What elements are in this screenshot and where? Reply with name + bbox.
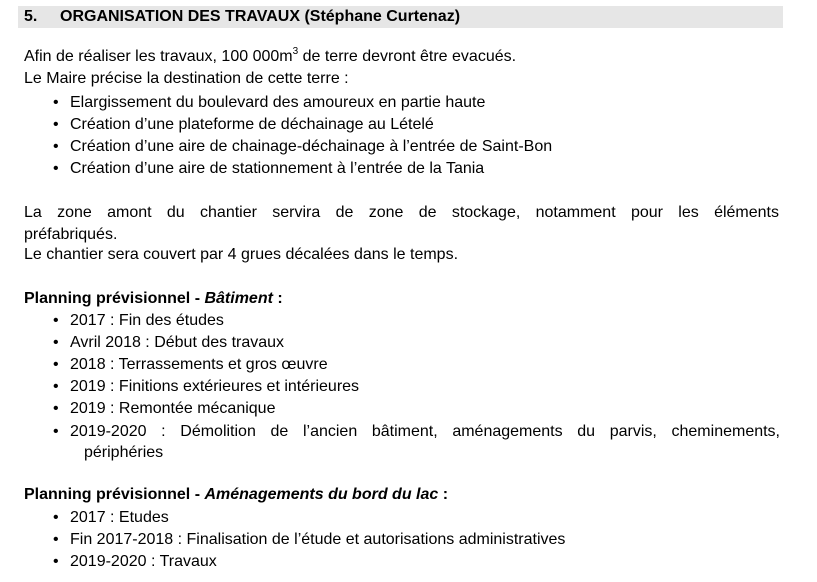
- list-item: Création d’une plateforme de déchainage au Lételé: [70, 116, 434, 133]
- bullet-icon: •: [53, 423, 59, 440]
- bullet-icon: •: [53, 553, 59, 570]
- list-item-continuation: périphéries: [84, 444, 164, 461]
- section-heading: [18, 6, 783, 28]
- list-item: 2019-2020 : Travaux: [70, 553, 217, 570]
- list-item: Création d’une aire de stationnement à l’entrée de la Tania: [70, 160, 485, 177]
- bullet-icon: •: [53, 509, 59, 526]
- zone-line-2: préfabriqués.: [24, 226, 118, 243]
- bullet-icon: •: [53, 94, 59, 111]
- list-item: 2019 : Finitions extérieures et intérieures: [70, 378, 360, 395]
- list-item: 2018 : Terrassements et gros œuvre: [70, 356, 328, 373]
- bullet-icon: •: [53, 160, 59, 177]
- bullet-icon: •: [53, 356, 59, 373]
- intro-line-2: Le Maire précise la destination de cette terre :: [24, 70, 349, 87]
- planning-batiment-heading: Planning prévisionnel - Bâtiment :: [24, 290, 283, 307]
- bullet-icon: •: [53, 531, 59, 548]
- planning-lac-heading: Planning prévisionnel - Aménagements du bord du lac :: [24, 486, 449, 503]
- list-item: 2019 : Remontée mécanique: [70, 400, 276, 417]
- list-item: 2019-2020 : Démolition de l’ancien bâtiment, aménagements du parvis, cheminements,: [70, 423, 780, 440]
- list-item: Avril 2018 : Début des travaux: [70, 334, 285, 351]
- intro-line-1: Afin de réaliser les travaux, 100 $000m^3$ de terre devront être evacués.: [24, 46, 517, 65]
- bullet-icon: •: [53, 116, 59, 133]
- bullet-icon: •: [53, 378, 59, 395]
- bullet-icon: •: [53, 312, 59, 329]
- list-item: 2017 : Etudes: [70, 509, 169, 526]
- section-title: ORGANISATION DES TRAVAUX (Stéphane Curtenaz): [60, 8, 461, 25]
- zone-line-3: Le chantier sera couvert par 4 grues décalées dans le temps.: [24, 246, 459, 263]
- list-item: 2017 : Fin des études: [70, 312, 224, 329]
- section-number: 5.: [24, 8, 38, 25]
- bullet-icon: •: [53, 334, 59, 351]
- list-item: Création d’une aire de chainage-déchainage à l’entrée de Saint-Bon: [70, 138, 553, 155]
- list-item: Elargissement du boulevard des amoureux en partie haute: [70, 94, 486, 111]
- list-item: Fin 2017-2018 : Finalisation de l’étude et autorisations administratives: [70, 531, 566, 548]
- bullet-icon: •: [53, 138, 59, 155]
- zone-line-1: La zone amont du chantier servira de zone de stockage, notamment pour les éléments: [24, 204, 779, 221]
- bullet-icon: •: [53, 400, 59, 417]
